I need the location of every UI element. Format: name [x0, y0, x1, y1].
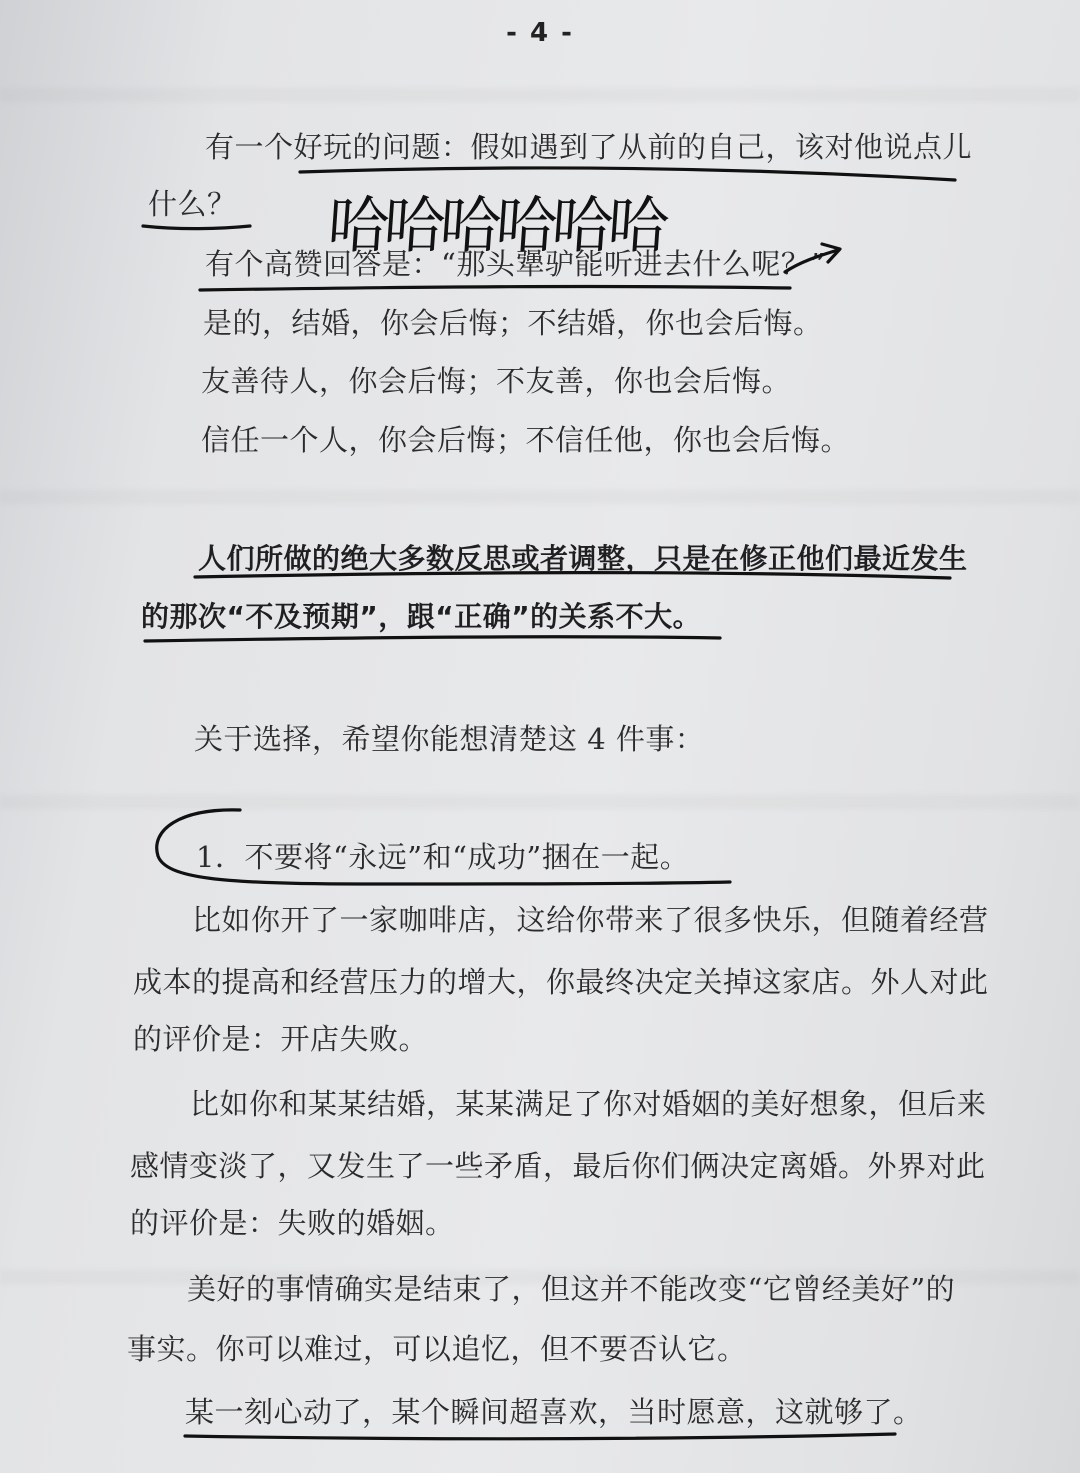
bold-quote-line: 人们所做的绝大多数反思或者调整，只是在修正他们最近发生 — [198, 542, 968, 575]
paragraph-line: 是的，结婚，你会后悔；不结婚，你也会后悔。 — [203, 306, 823, 340]
paragraph-line: 成本的提高和经营压力的增大，你最终决定关掉这家店。外人对此 — [133, 965, 989, 999]
paragraph-line: 什么？ — [148, 187, 237, 221]
underline-stroke — [143, 226, 250, 229]
bold-quote-line: 的那次“不及预期”，跟“正确”的关系不大。 — [141, 600, 702, 633]
paragraph-line: 的评价是：开店失败。 — [133, 1022, 429, 1056]
paragraph-line: 事实。你可以难过，可以追忆，但不要否认它。 — [127, 1332, 747, 1366]
page-number: - 4 - — [506, 18, 574, 48]
paragraph-line: 某一刻心动了，某个瞬间超喜欢，当时愿意，这就够了。 — [185, 1395, 923, 1429]
paragraph-line: 比如你开了一家咖啡店，这给你带来了很多快乐，但随着经营 — [192, 903, 989, 937]
underline-stroke — [145, 637, 720, 641]
paragraph-line: 信任一个人，你会后悔；不信任他，你也会后悔。 — [201, 423, 851, 457]
paragraph-line: 的评价是：失败的婚姻。 — [130, 1206, 455, 1240]
bleed-through — [0, 490, 1080, 504]
paragraph-line: 关于选择，希望你能想清楚这 4 件事： — [194, 722, 705, 756]
underline-stroke — [200, 287, 790, 290]
paragraph-line: 友善待人，你会后悔；不友善，你也会后悔。 — [201, 364, 792, 398]
paragraph-line: 有个高赞回答是：“那头犟驴能听进去什么呢？” — [205, 247, 826, 281]
paragraph-line: 感情变淡了，又发生了一些矛盾，最后你们俩决定离婚。外界对此 — [130, 1149, 986, 1183]
bleed-through — [0, 88, 1080, 102]
bleed-through — [0, 795, 1080, 809]
paragraph-line: 比如你和某某结婚，某某满足了你对婚姻的美好想象，但后来 — [190, 1087, 987, 1121]
underline-stroke — [185, 1434, 895, 1439]
list-item-heading: 1．不要将“永远”和“成功”捆在一起。 — [196, 840, 690, 874]
paragraph-line: 有一个好玩的问题：假如遇到了从前的自己，该对他说点儿 — [205, 130, 973, 164]
paragraph-line: 美好的事情确实是结束了，但这并不能改变“它曾经美好”的 — [187, 1272, 956, 1306]
handwritten-annotation: 哈哈哈哈哈哈 — [325, 189, 667, 262]
